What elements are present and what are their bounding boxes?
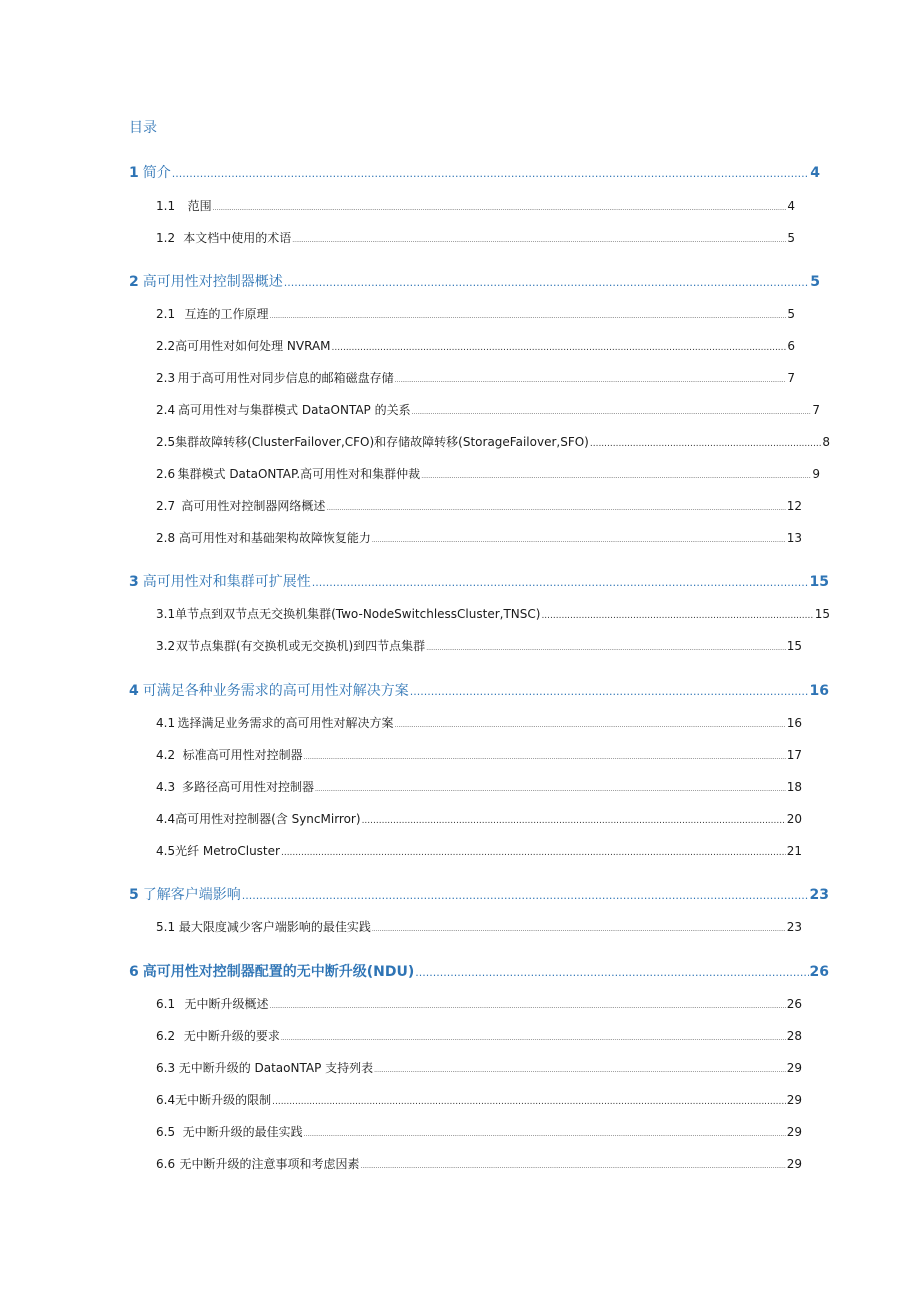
toc-section-label: 范围 (187, 199, 212, 213)
toc-leader-dots (304, 1131, 786, 1138)
toc-chapter-label: 高可用性对控制器配置的无中断升级(NDU) (142, 964, 415, 980)
toc-page-number: 13 (786, 531, 802, 545)
toc-leader-dots (304, 754, 786, 761)
toc-page-number: 21 (786, 844, 802, 858)
toc-section-label: 集群故障转移(ClusterFailover,CFO)和存储故障转移(StorageFailover,SFO) (175, 435, 589, 449)
toc-section-number: 1.1 (156, 199, 176, 213)
toc-leader-dots (281, 848, 786, 858)
toc-section-2-8[interactable] (156, 529, 802, 546)
toc-leader-dots (426, 645, 786, 652)
toc-title: 目录 (129, 120, 157, 136)
toc-section-label: 高可用性对控制器网络概述 (181, 499, 326, 513)
toc-leader-dots (292, 237, 786, 244)
toc-section-4-2[interactable] (156, 746, 802, 763)
toc-section-label: 多路径高可用性对控制器 (181, 780, 314, 794)
toc-chapter-number: 3 (129, 574, 139, 590)
toc-section-2-1[interactable] (156, 305, 795, 322)
toc-leader-dots (372, 537, 786, 544)
toc-page-number: 20 (786, 812, 802, 826)
toc-section-label: 本文档中使用的术语 (183, 231, 292, 245)
toc-section-1-1[interactable] (156, 197, 795, 214)
toc-section-5-1[interactable] (156, 918, 802, 935)
toc-leader-dots (372, 926, 786, 933)
toc-page-number: 16 (809, 683, 829, 699)
toc-leader-dots (284, 276, 810, 289)
toc-chapter-label: 简介 (142, 165, 171, 181)
toc-page-number: 6 (787, 339, 795, 353)
toc-chapter-label: 高可用性对控制器概述 (142, 274, 283, 290)
toc-chapter-label: 可满足各种业务需求的高可用性对解决方案 (142, 683, 409, 699)
toc-section-number: 2.5 (156, 435, 176, 449)
toc-chapter-3[interactable] (129, 571, 829, 591)
toc-section-2-7[interactable] (156, 497, 802, 514)
toc-leader-dots (415, 966, 808, 979)
toc-section-6-6[interactable] (156, 1155, 802, 1172)
toc-leader-dots (541, 611, 813, 621)
toc-section-number: 4.3 (156, 780, 176, 794)
toc-section-number: 1.2 (156, 231, 176, 245)
toc-section-4-4[interactable] (156, 810, 802, 827)
toc-section-number: 2.8 (156, 531, 176, 545)
toc-page-number: 8 (822, 435, 830, 449)
toc-page-number: 9 (812, 467, 820, 481)
toc-chapter-number: 2 (129, 274, 139, 290)
toc-section-number: 6.5 (156, 1125, 176, 1139)
toc-section-number: 6.2 (156, 1029, 176, 1043)
toc-page-number: 7 (787, 371, 795, 385)
toc-page-number: 16 (786, 716, 802, 730)
toc-page-number: 17 (786, 748, 802, 762)
toc-page-number: 18 (786, 780, 802, 794)
toc-section-number: 4.2 (156, 748, 176, 762)
toc-section-2-6[interactable] (156, 465, 820, 482)
toc-page-number: 7 (812, 403, 820, 417)
toc-leader-dots (281, 1035, 786, 1042)
toc-leader-dots (395, 377, 787, 384)
toc-section-label: 无中断升级的限制 (175, 1093, 272, 1107)
toc-page-number: 4 (810, 165, 820, 181)
toc-section-number: 6.3 (156, 1061, 176, 1075)
toc-section-number: 2.1 (156, 307, 176, 321)
toc-section-label: 用于高可用性对同步信息的邮箱磁盘存储 (177, 371, 394, 385)
toc-section-number: 6.6 (156, 1157, 176, 1171)
toc-section-2-2[interactable] (156, 337, 795, 354)
toc-chapter-4[interactable] (129, 680, 829, 700)
toc-section-number: 4.1 (156, 716, 176, 730)
toc-section-number: 4.4 (156, 812, 176, 826)
toc-section-label: 单节点到双节点无交换机集群(Two-NodeSwitchlessCluster,TNSC) (175, 607, 541, 621)
toc-page-number: 28 (786, 1029, 802, 1043)
toc-section-1-2[interactable] (156, 229, 795, 246)
toc-section-label: 无中断升级的要求 (183, 1029, 280, 1043)
toc-chapter-number: 5 (129, 887, 139, 903)
toc-section-6-5[interactable] (156, 1123, 802, 1140)
toc-leader-dots (312, 576, 809, 589)
toc-section-number: 2.7 (156, 499, 176, 513)
toc-section-4-5[interactable] (156, 842, 802, 859)
toc-section-number: 2.3 (156, 371, 176, 385)
toc-page-number: 5 (787, 231, 795, 245)
toc-section-2-3[interactable] (156, 369, 795, 386)
toc-leader-dots (332, 343, 787, 353)
toc-page-number: 23 (786, 920, 802, 934)
toc-section-label: 无中断升级的 DataoNTAP 支持列表 (178, 1061, 374, 1075)
toc-leader-dots (374, 1067, 786, 1074)
toc-leader-dots (315, 786, 786, 793)
toc-section-label: 无中断升级的最佳实践 (182, 1125, 303, 1139)
toc-chapter-6[interactable] (129, 961, 829, 981)
toc-page-number: 29 (786, 1061, 802, 1075)
toc-section-label: 高可用性对与集群模式 DataONTAP 的关系 (178, 403, 411, 417)
toc-page-number: 29 (786, 1125, 802, 1139)
toc-page-number: 29 (786, 1093, 802, 1107)
toc-leader-dots (362, 816, 786, 826)
toc-section-6-4[interactable] (156, 1091, 802, 1108)
toc-leader-dots (242, 889, 809, 902)
toc-section-label: 无中断升级的注意事项和考虑因素 (179, 1157, 360, 1171)
toc-section-number: 3.2 (156, 639, 176, 653)
toc-leader-dots (270, 313, 787, 320)
toc-section-label: 高可用性对如何处理 NVRAM (175, 339, 331, 353)
toc-section-label: 集群模式 DataONTAP.高可用性对和集群仲裁 (177, 467, 421, 481)
toc-page-number: 15 (786, 639, 802, 653)
toc-page-number: 26 (809, 964, 829, 980)
toc-page-number: 26 (786, 997, 802, 1011)
toc-page-number: 15 (809, 574, 829, 590)
toc-section-4-3[interactable] (156, 778, 802, 795)
toc-page-number: 15 (814, 607, 830, 621)
toc-page-number: 5 (810, 274, 820, 290)
toc-section-3-1[interactable] (156, 605, 830, 622)
toc-section-label: 光纤 MetroCluster (175, 844, 280, 858)
toc-leader-dots (326, 505, 785, 512)
toc-section-label: 选择满足业务需求的高可用性对解决方案 (177, 716, 394, 730)
toc-section-label: 无中断升级概述 (184, 997, 269, 1011)
toc-section-label: 标准高可用性对控制器 (182, 748, 303, 762)
toc-section-number: 2.2 (156, 339, 176, 353)
toc-section-number: 5.1 (156, 920, 176, 934)
toc-section-6-3[interactable] (156, 1059, 802, 1076)
toc-leader-dots (421, 473, 811, 480)
toc-section-number: 6.1 (156, 997, 176, 1011)
toc-section-2-4[interactable] (156, 401, 820, 418)
toc-leader-dots (412, 409, 812, 416)
toc-section-label: 高可用性对控制器(含 SyncMirror) (175, 812, 361, 826)
toc-chapter-number: 1 (129, 165, 139, 181)
toc-section-3-2[interactable] (156, 637, 802, 654)
toc-section-label: 互连的工作原理 (184, 307, 269, 321)
toc-page-number: 12 (786, 499, 802, 513)
toc-section-label: 双节点集群(有交换机或无交换机)到四节点集群 (175, 639, 426, 653)
toc-section-label: 最大限度减少客户端影响的最佳实践 (178, 920, 371, 934)
toc-section-6-1[interactable] (156, 995, 802, 1012)
toc-chapter-number: 4 (129, 683, 139, 699)
toc-page-number: 4 (787, 199, 795, 213)
toc-leader-dots (395, 722, 786, 729)
toc-section-number: 6.4 (156, 1093, 176, 1107)
toc-section-number: 4.5 (156, 844, 176, 858)
toc-leader-dots (272, 1097, 786, 1107)
toc-leader-dots (172, 167, 810, 180)
toc-chapter-1[interactable] (129, 162, 820, 182)
toc-chapter-number: 6 (129, 964, 139, 980)
toc-section-number: 2.6 (156, 467, 176, 481)
toc-section-number: 2.4 (156, 403, 176, 417)
toc-section-number: 3.1 (156, 607, 176, 621)
toc-page-number: 29 (786, 1157, 802, 1171)
toc-page-number: 5 (787, 307, 795, 321)
toc-leader-dots (360, 1163, 785, 1170)
toc-section-6-2[interactable] (156, 1027, 802, 1044)
toc-section-4-1[interactable] (156, 714, 802, 731)
toc-chapter-5[interactable] (129, 884, 829, 904)
toc-section-label: 高可用性对和基础架构故障恢复能力 (178, 531, 371, 545)
toc-chapter-2[interactable] (129, 271, 820, 291)
toc-page-number: 23 (809, 887, 829, 903)
toc-section-2-5[interactable] (156, 433, 830, 450)
toc-leader-dots (213, 205, 787, 212)
toc-leader-dots (269, 1003, 785, 1010)
toc-chapter-label: 高可用性对和集群可扩展性 (142, 574, 311, 590)
toc-leader-dots (410, 685, 809, 698)
toc-chapter-label: 了解客户端影响 (142, 887, 241, 903)
toc-leader-dots (590, 439, 822, 449)
